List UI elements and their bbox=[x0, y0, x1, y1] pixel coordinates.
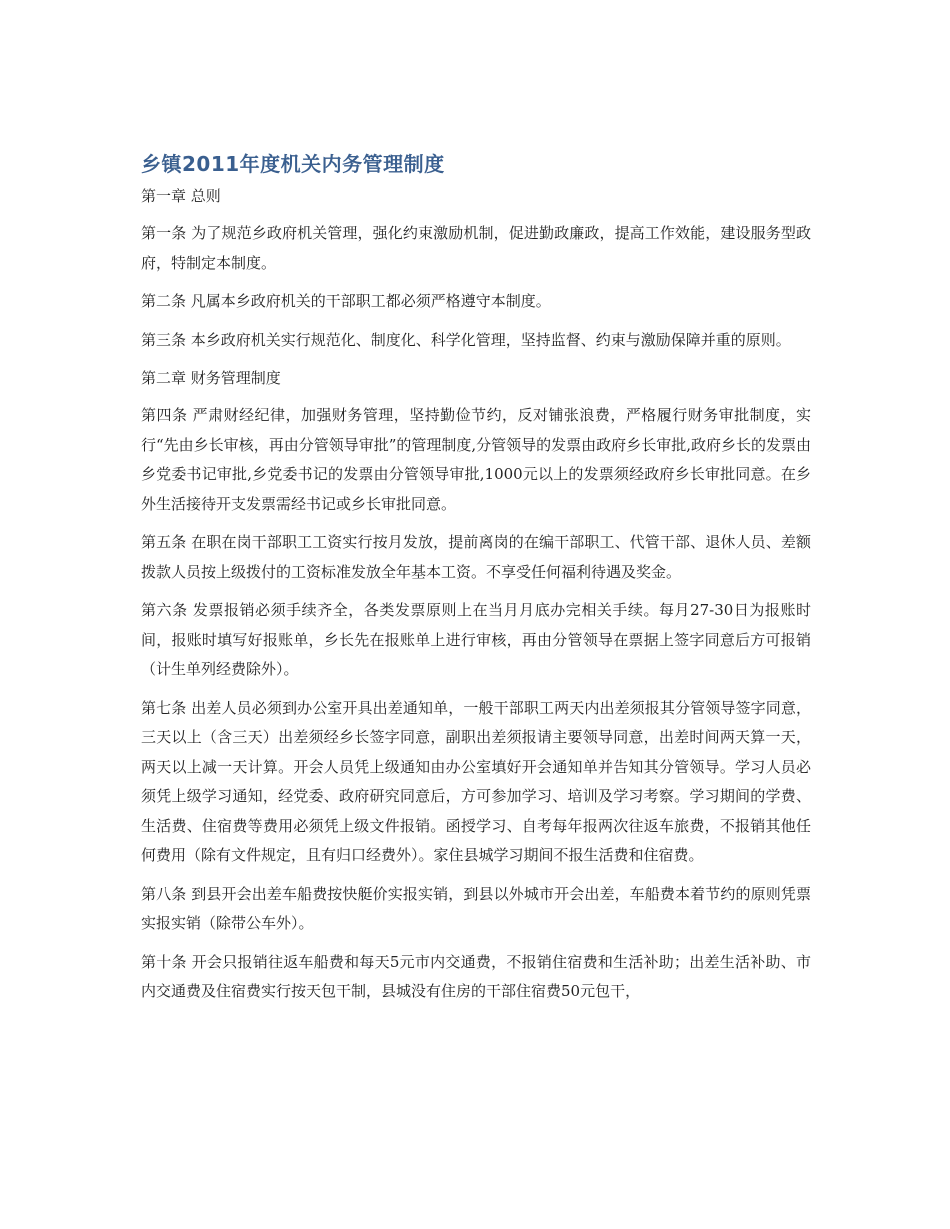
document-title: 乡镇2011年度机关内务管理制度 bbox=[141, 152, 445, 176]
article-paragraph: 第六条 发票报销必须手续齐全，各类发票原则上在当月月底办完相关手续。每月27-30日为报账时间，报账时填写好报账单，乡长先在报账单上进行审核，再由分管领导在票据上签字同意后方可报销（计生单列经费除外）。 bbox=[141, 601, 811, 678]
article-paragraph: 第三条 本乡政府机关实行规范化、制度化、科学化管理，坚持监督、约束与激励保障并重的原则。 bbox=[141, 330, 791, 349]
article-paragraph: 第四条 严肃财经纪律，加强财务管理，坚持勤俭节约，反对铺张浪费，严格履行财务审批制度，实行“先由乡长审核，再由分管领导审批”的管理制度,分管领导的发票由政府乡长审批,政府乡长的发票由乡党委书记审批,乡党委书记的发票由分管领导审批,1000元以上的发票须经政府乡长审批同意。在乡外生活接待开支发票需经书记或乡长审批同意。 bbox=[141, 406, 811, 513]
article-paragraph: 第一条 为了规范乡政府机关管理，强化约束激励机制，促进勤政廉政，提高工作效能，建设服务型政府，特制定本制度。 bbox=[141, 224, 811, 272]
article-paragraph: 第八条 到县开会出差车船费按快艇价实报实销，到县以外城市开会出差，车船费本着节约的原则凭票实报实销（除带公车外）。 bbox=[141, 884, 811, 932]
article-paragraph: 第五条 在职在岗干部职工工资实行按月发放，提前离岗的在编干部职工、代管干部、退休人员、差额拨款人员按上级拨付的工资标准发放全年基本工资。不享受任何福利待遇及奖金。 bbox=[141, 533, 811, 581]
article-paragraph: 第七条 出差人员必须到办公室开具出差通知单，一般干部职工两天内出差须报其分管领导签字同意，三天以上（含三天）出差须经乡长签字同意，副职出差须报请主要领导同意，出差时间两天算一天，两天以上减一天计算。开会人员凭上级通知由办公室填好开会通知单并告知其分管领导。学习人员必须凭上级学习通知，经党委、政府研究同意后，方可参加学习、培训及学习考察。学习期间的学费、生活费、住宿费等费用必须凭上级文件报销。函授学习、自考每年报两次往返车旅费，不报销其他任何费用（除有文件规定，且有归口经费外）。家住县城学习期间不报生活费和住宿费。 bbox=[141, 698, 811, 864]
document-page bbox=[141, 150, 811, 1016]
article-paragraph: 第二条 凡属本乡政府机关的干部职工都必须严格遵守本制度。 bbox=[141, 292, 551, 310]
article-paragraph: 第十条 开会只报销往返车船费和每天5元市内交通费，不报销住宿费和生活补助；出差生活补助、市内交通费及住宿费实行按天包干制，县城没有住房的干部住宿费50元包干， bbox=[141, 952, 811, 1000]
chapter-heading: 第二章 财务管理制度 bbox=[141, 369, 281, 387]
chapter-heading: 第一章 总则 bbox=[141, 187, 221, 205]
